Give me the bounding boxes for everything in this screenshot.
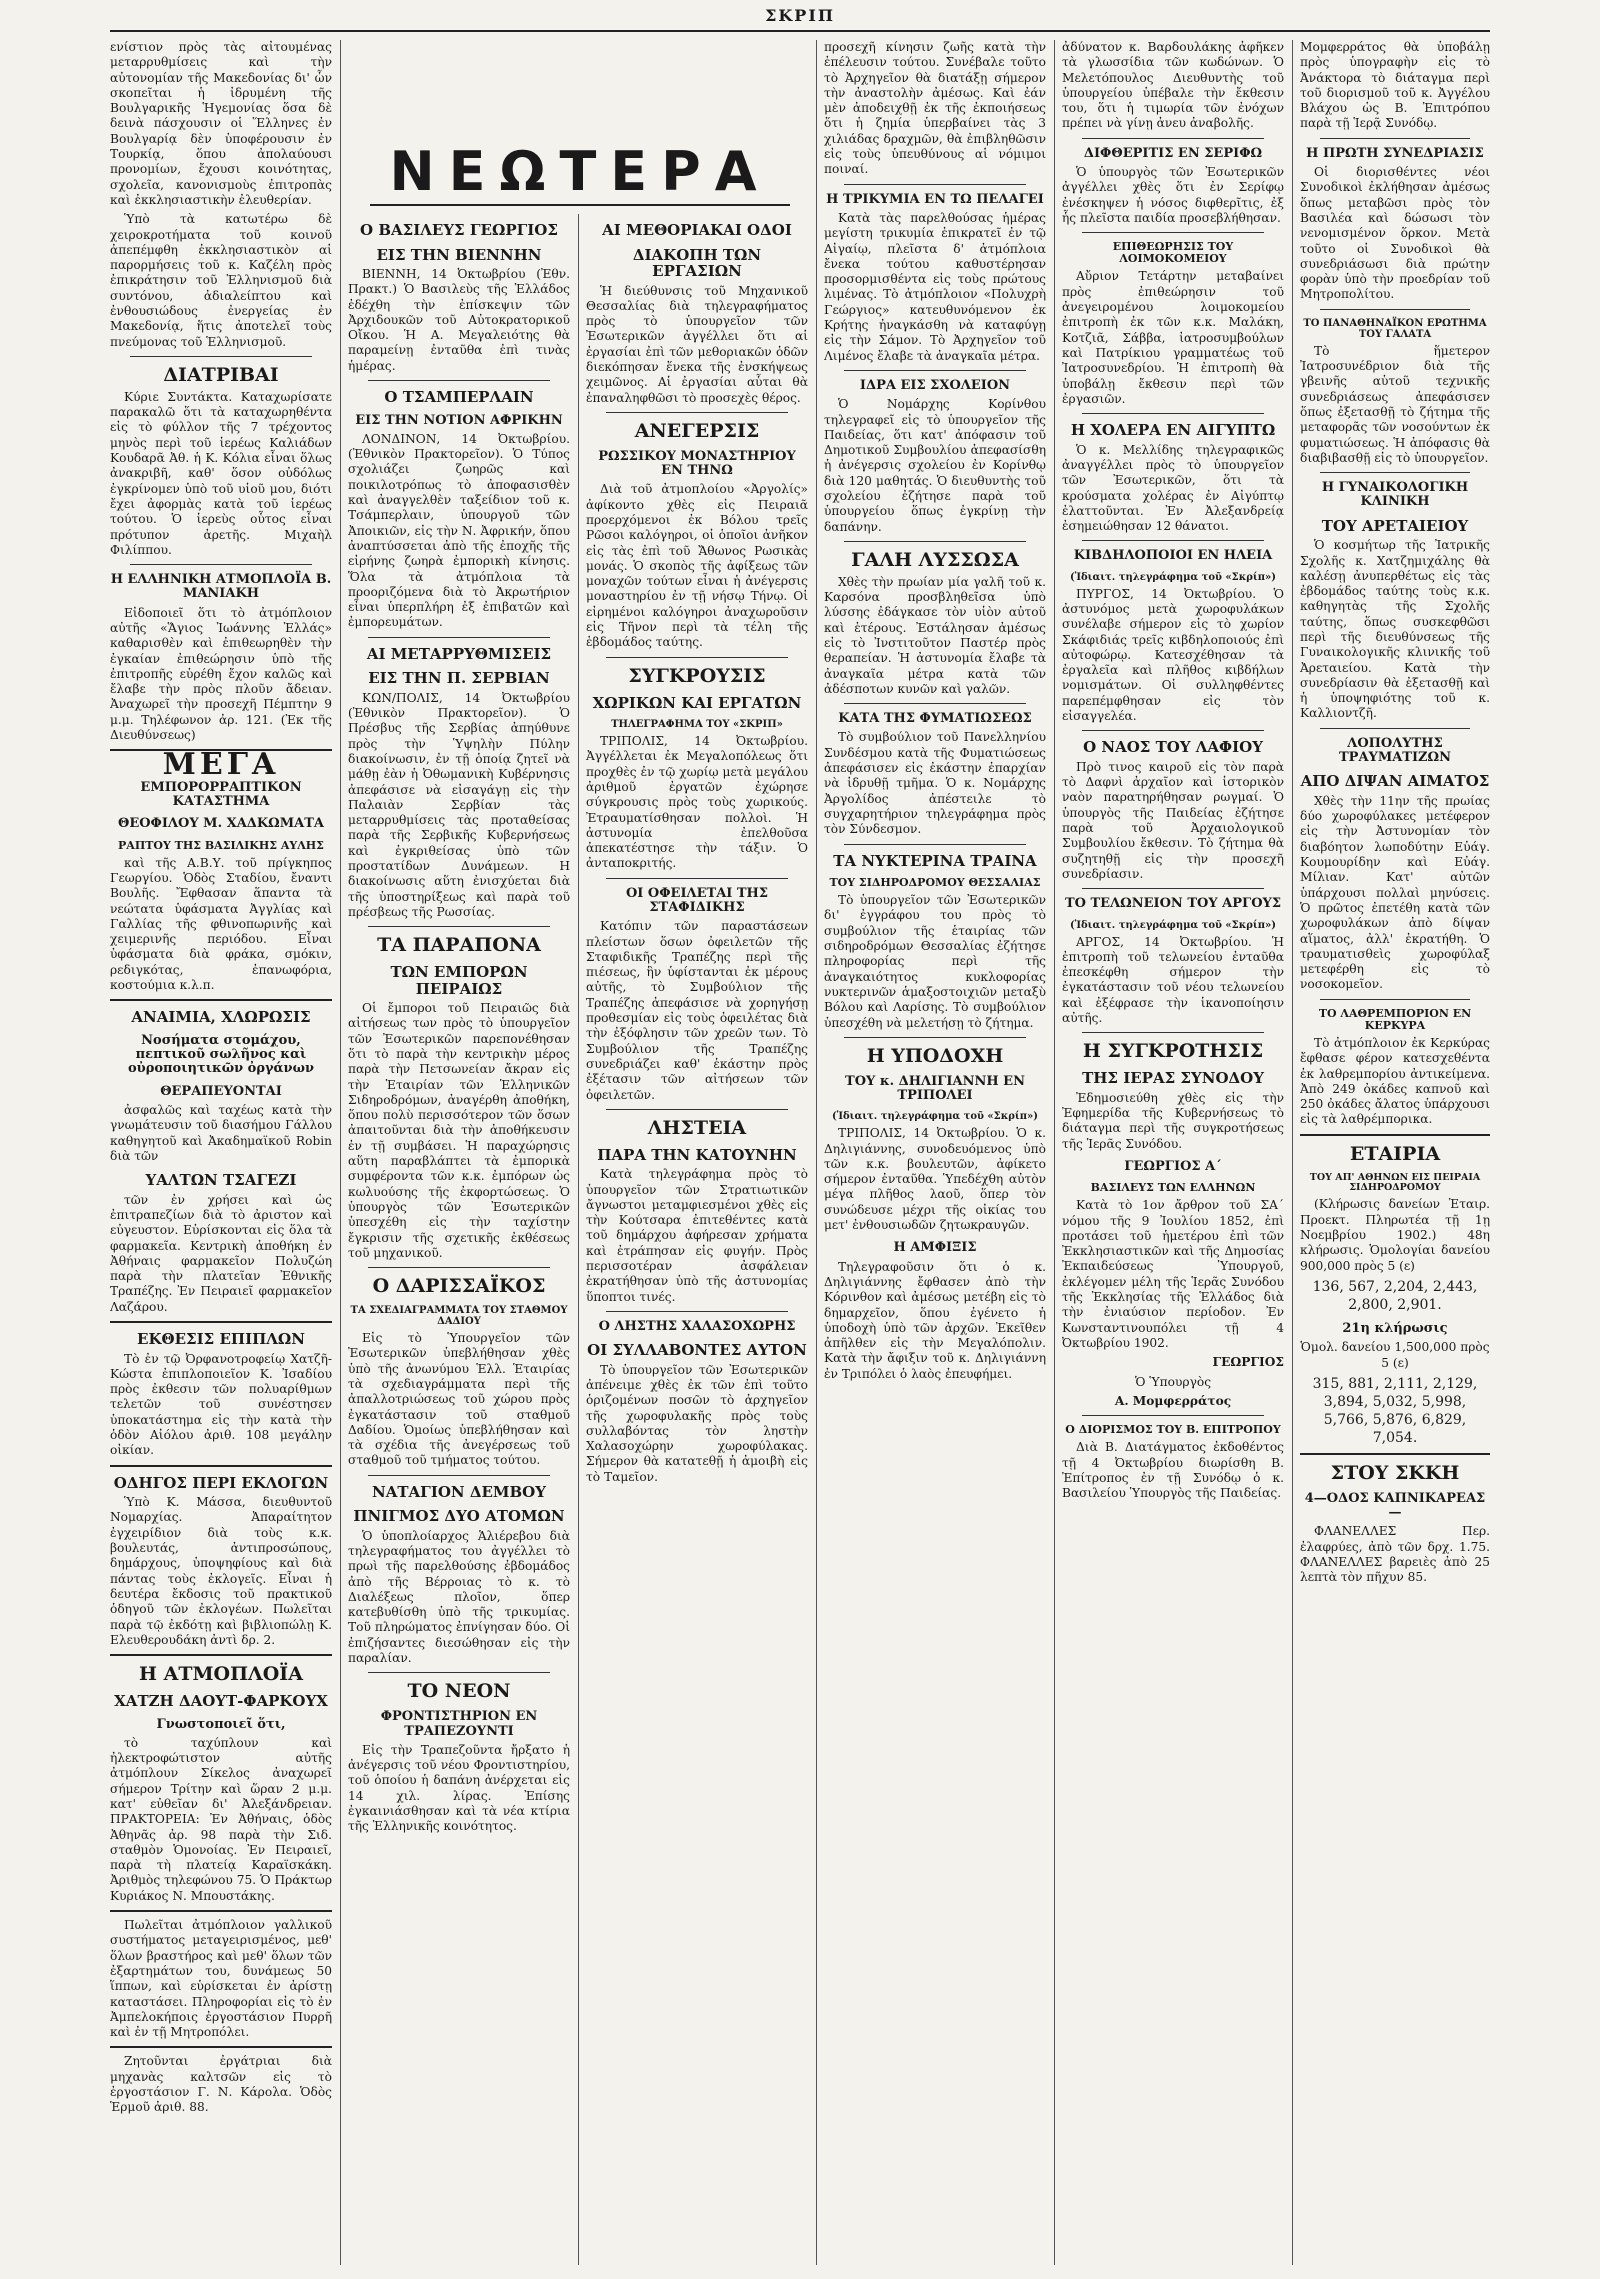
heading-listis-sub: ΟΙ ΣΥΛΛΑΒΟΝΤΕΣ ΑΥΤΟΝ — [587, 1341, 807, 1360]
heading-epitheorisis: ΕΠΙΘΕΩΡΗΣΙΣ ΤΟΥ ΛΟΙΜΟΚΟΜΕΙΟΥ — [1112, 240, 1234, 266]
divider — [606, 412, 788, 413]
article-text: Τὸ ἀτμόπλοιον ἐκ Κερκύρας ἔφθασε φέρον κατεσχεθέντα ἐκ λαθρεμπορίου ἀντικείμενα. Ἀπὸ 249 ὀκάδες καπνοῦ καὶ 250 ὀκάδες ἄλατος ὑπάρχουσι εἰς τὰ λαθρέμπορικα. — [1300, 1035, 1490, 1127]
article-text: προσεχῆ κίνησιν ζωῆς κατὰ τὴν ἐπέλευσιν τούτου. Συνέβαλε τοῦτο τὸ Ἀρχηγεῖον θὰ διατάξῃ σήμερον τὴν ἀναστολὴν ἀμέσως. Καὶ ἐάν μὲν ἀποδειχθῇ ἐκ τῆς ἐκποιήσεως ὅτι ἡ ζημία ὑπερβαίνει τὰς 3 χιλιάδας δραχμῶν, θὰ ἐπιβληθῶσιν εἰς τοὺς ὑπευθύνους αἱ νόμιμοι ποιναί. — [824, 40, 1046, 177]
article-text: Εἰς τὴν Τραπεζοῦντα ἤρξατο ἡ ἀνέγερσις τοῦ νέου Φροντιστηρίου, τοῦ ὁποίου ἡ δαπάνη ἀνέρχεται εἰς 14 χιλ. λίρας. Ἐπίσης ἐγκαινιάσθησαν καὶ τὰ νέα κτίρια τῆς Ἑλληνικῆς κοινότητος. — [348, 1742, 570, 1834]
divider — [1300, 1134, 1490, 1136]
signature: Α. Μομφερράτος — [1114, 1393, 1232, 1408]
running-head: ΣΚΡΙΠ — [765, 6, 835, 25]
article-text: ΛΟΝΔΙΝΟΝ, 14 Ὀκτωβρίου. (Ἐθνικὸν Πρακτορεῖον). Ὁ Τύπος σχολιάζει ζωηρῶς καὶ ποικιλοτρόπως τὸ ἀποφασισθὲν καὶ ἀναγγελθὲν ταξείδιον τοῦ κ. Τσάμπερλαιν, ὑπουργοῦ τῶν Ἀποικιῶν, εἰς τὴν Ν. Ἀφρικήν, ὅπου ἀναπτύσσεται ἀπὸ τῆς ἐποχῆς τῆς εἰρήνης ζωηρὰ ἐμπορικὴ κίνησις. Ὅλα τὰ ἀτμόπλοια τὰ προοριζόμενα διὰ τὸ Ἀκρωτήριον εἶναι ὑπερπλήρη ἐξ ἐπιβατῶν καὶ ἐμπορευμάτων. — [348, 431, 570, 630]
masthead: ΝΕΩΤΕΡΑ — [389, 140, 771, 203]
divider — [130, 564, 312, 565]
heading-tsamperlain: Ο ΤΣΑΜΠΕΡΛΑΙΝ — [384, 388, 534, 407]
heading-neon: ΤΟ ΝΕΟΝ — [407, 1680, 511, 1703]
heading-diatribai: ΔΙΑΤΡΙΒΑΙ — [163, 363, 279, 386]
decree-king: ΓΕΩΡΓΙΟΣ Α΄ — [1124, 1158, 1222, 1174]
column-rule — [340, 40, 341, 2265]
heading-methoriakai-sub: ΔΙΑΚΟΠΗ ΤΩΝ ΕΡΓΑΣΙΩΝ — [632, 245, 762, 280]
column-rule — [1292, 40, 1293, 2265]
heading-gynaikologiki-sub: ΤΟΥ ΑΡΕΤΑΙΕΙΟΥ — [1321, 516, 1469, 535]
article-text: (Κλήρωσις δανείων Ἐταιρ. Προεκτ. Πληρωτέα τῇ 1ῃ Νοεμβρίου 1902.) 48η κλήρωσις. Ὁμολογίαι δανείου 900,000 πρὸς 5 (ε) — [1300, 1197, 1490, 1273]
heading-vasileus: Ο ΒΑΣΙΛΕΥΣ ΓΕΩΡΓΙΟΣ — [360, 221, 558, 239]
heading-ypodochi: Η ΥΠΟΔΟΧΗ — [866, 1044, 1004, 1067]
divider — [1082, 730, 1264, 731]
heading-parapona: ΤΑ ΠΑΡΑΠΟΝΑ — [377, 934, 541, 957]
article-text: Διὰ Β. Διατάγματος ἐκδοθέντος τῇ 4 Ὀκτωβρίου διωρίσθη Β. Ἐπίτροπος ἐν τῇ Συνόδῳ ὁ κ. Βασιλείου Ὑπουργὸς τῆς Παιδείας. — [1062, 1440, 1284, 1501]
divider — [844, 184, 1026, 185]
divider — [1320, 138, 1470, 139]
heading-naos: Ο ΝΑΟΣ ΤΟΥ ΛΑΦΙΟΥ — [1083, 738, 1263, 757]
article-text: Εἰς τὸ Ὑπουργεῖον τῶν Ἐσωτερικῶν ὑπεβλήθησαν χθὲς ὑπὸ τῆς ἀνωνύμου Ἑλλ. Ἑταιρίας τὰ σχεδιαγράμματα περὶ τῆς ἀπαλλοτριώσεως τοῦ χώρου πρὸς ἐγκατάστασιν τοῦ σταθμοῦ Δαδίου. Ὁμοίως ὑπεβλήθησαν καὶ τὰ σχέδια τῆς ἀνεγέρσεως τοῦ σταθμοῦ τοῦ τμήματος τούτου. — [348, 1331, 570, 1468]
ad-text: τῶν ἐν χρήσει καὶ ὡς ἐπιτραπεζίων διὰ τὸ ἀριστον καὶ εὐγευστον. Εὑρίσκονται εἰς ὅλα τὰ φαρμακεῖα. Κεντρικὴ ἀποθήκη ἐν Ἀθήναις φαρμακεῖον Πολυζώη παρὰ τὴν πλατεῖαν Ἐθνικῆς Τραπέζης. Ἐν Πειραιεῖ φαρμακεῖον Λαζάρου. — [110, 1192, 332, 1314]
masthead-rule — [370, 204, 790, 206]
heading-gynaikologiki: Η ΓΥΝΑΙΚΟΛΟΓΙΚΗ ΚΛΙΝΙΚΗ — [1321, 480, 1469, 510]
divider — [1082, 232, 1264, 233]
article-text: ΑΡΓΟΣ, 14 Ὀκτωβρίου. Ἡ ἐπιτροπὴ τοῦ τελωνείου ἐνταῦθα ἐπεσκέφθη σήμερον τὴν ἐγκατάστασιν τοῦ νέου τελωνείου καὶ ἐξέφρασε τὴν ἱκανοποίησιν αὐτῆς. — [1062, 934, 1284, 1026]
divider — [606, 1311, 788, 1312]
heading-ypodochi-tel: (Ἰδιαιτ. τηλεγράφημα τοῦ «Σκρίπ») — [831, 1111, 1039, 1123]
article-text: ενίστιον πρὸς τὰς αἰτουμένας μεταρρυθμίσεις καὶ τὴν αὐτονομίαν τῆς Μακεδονίας δι' ὧν σκοπεῖται ἡ ἰδρυμένη τῆς Βουλγαρικῆς Ἡγεμονίας ὅσα δὲ δεινὰ πάσχουσιν οἱ Ἕλληνες ἐν Βουλγαρίᾳ δὲν ὑποφέρουσιν ἐν Τουρκίᾳ, ὅπου ἀπολαύουσι προνομίων, ἔχουσι κοινότητας, σχολεῖα, κανονισμοὺς ἐπιτροπὰς καὶ ἐκκλησιαστικὴν ἐλευθερίαν. — [110, 40, 332, 207]
article-text: ΤΡΙΠΟΛΙΣ, 14 Ὀκτωβρίου. Ἀγγέλλεται ἐκ Μεγαλοπόλεως ὅτι προχθὲς ἐν τῷ χωρίῳ μετὰ μεγάλου ἀριθμοῦ ἐργατῶν ἐχώρησε σύγκρουσις πρὸς τοὺς χωρικούς. Ἐτραυματίσθησαν πολλοὶ. Ἡ ἀστυνομία ἐπελθοῦσα ἀπεκατέστησε τὴν τάξιν. Ὁ ἀνταποκριτής. — [586, 734, 808, 871]
heading-ofeiletai: ΟΙ ΟΦΕΙΛΕΤΑΙ ΤΗΣ ΣΤΑΦΙΔΙΚΗΣ — [625, 885, 769, 915]
divider — [844, 703, 1026, 704]
heading-anegersis-sub: ΡΩΣΣΙΚΟΥ ΜΟΝΑΣΤΗΡΙΟΥ ΕΝ ΤΗΝΩ — [598, 448, 796, 479]
heading-amfixis: Η ΑΜΦΙΞΙΣ — [893, 1240, 977, 1256]
divider — [368, 1672, 550, 1673]
heading-neon-sub: ΦΡΟΝΤΙΣΤΗΡΙΟΝ ΕΝ ΤΡΑΠΕΖΟΥΝΤΙ — [380, 1709, 538, 1739]
article-text: Χθὲς τὴν 11ην τῆς πρωίας δύο χωροφύλακες μετέφερον εἰς τὴν Ἀστυνομίαν τὸν διαβόητον λωποδύτην Εὐάγ. Κουμουρίδην καὶ Εὐάγ. Μίλιαν. Κατ' αὐτῶν ὑπάρχουσι πολλαὶ μηνύσεις. Ὁ πρῶτος ἐπετέθη κατὰ τῶν χωροφυλάκων ἀπὸ δίψαν αἵματος, ἀλλ' ἐκρατήθη. Ὁ τραυματισθεὶς χωροφύλαξ μετεφέρθη εἰς τὸ νοσοκομεῖον. — [1300, 793, 1490, 992]
column-6 — [1300, 40, 1490, 2265]
article-text: Ὁ Νομάρχης Κορίνθου τηλεγραφεῖ εἰς τὸ ὑπουργεῖον τῆς Παιδείας, ὅτι κατ' ἀπόφασιν τοῦ Δημοτικοῦ Συμβουλίου ἀπεφασίσθη ἡ ἀνέγερσις σχολείου ἐν Κορίνθῳ διὰ 120 μαθητάς. Ὁ διευθυντὴς τοῦ σχολείου ἐζήτησε παρὰ τοῦ ὑπουργείου ὅπως ἐγκρίνῃ τὴν δαπάνην. — [824, 397, 1046, 534]
heading-lesteia-sub: ΠΑΡΑ ΤΗΝ ΚΑΤΟΥΝΗΝ — [597, 1145, 797, 1164]
ad-heading-stou-skki: ΣΤΟΥ ΣΚΚΗ — [1330, 1461, 1460, 1484]
column-rule — [1054, 40, 1055, 2265]
heading-metarrythmiseis-sub: ΕΙΣ ΤΗΝ Π. ΣΕΡΒΙΑΝ — [368, 669, 550, 688]
ad-text: Πωλεῖται ἀτμόπλοιον γαλλικοῦ συστήματος μεταγειρισμένος, μεθ' ὅλων βραστήρος καὶ μεθ' ὅλων τῶν ἐξαρτημάτων του, δυνάμεως 50 ἵππων, καὶ εὑρίσκεται ἐν ἀρίστῃ καταστάσει. Πληροφορίαι εἰς τὸ ἐν Ἀμπελοκήποις ἐργοστάσιον Πυρρῆ καὶ ἐν τῇ Μητροπόλει. — [110, 1918, 332, 2040]
divider — [110, 999, 332, 1001]
heading-natagion: ΝΑΤΑΓΙΟΝ ΔΕΜΒΟΥ — [372, 1482, 546, 1501]
ad-subheading: ΡΑΠΤΟΥ ΤΗΣ ΒΑΣΙΛΙΚΗΣ ΑΥΛΗΣ — [118, 838, 324, 852]
heading-etairia: ΕΤΑΙΡΙΑ — [1349, 1142, 1441, 1165]
article-text: Τὸ ὑπουργεῖον τῶν Ἐσωτερικῶν ἀπένειμε χθὲς ἐκ τῶν ἐπὶ τοῦτο ὁριζομένων ποσῶν τὸ ἀρχηγεῖον τῆς χωροφυλακῆς πρὸς τοὺς συλλαβόντας τὸν ληστὴν Χαλασοχώρην χωροφύλακας. Σήμερον θὰ κατατεθῇ ἡ ἀμοιβὴ εἰς τὸ Ταμεῖον. — [586, 1362, 808, 1484]
heading-lopolytis-sub: ΑΠΟ ΔΙΨΑΝ ΑΙΜΑΤΟΣ — [1300, 772, 1490, 791]
divider — [368, 1475, 550, 1476]
heading-telonion-tel: (Ἰδιαιτ. τηλεγράφημα τοῦ «Σκρίπ») — [1069, 919, 1277, 931]
heading-lopolytis: ΛΟΠΟΛΥΤΗΣ ΤΡΑΥΜΑΤΙΖΩΝ — [1339, 735, 1451, 766]
article-text: ΤΡΙΠΟΛΙΣ, 14 Ὀκτωβρίου. Ὁ κ. Δηλιγιάννης, συνοδευόμενος ὑπὸ τῶν κ.κ. βουλευτῶν, ἀφίκετο σήμερον ἐνταῦθα. Ὑπεδέχθη αὐτὸν μέγα πλῆθος λαοῦ, ὅπερ τὸν συνώδευσε μέχρι τῆς οἰκίας του μετ' ἐνθουσιωδῶν ζητωκραυγῶν. — [824, 1126, 1046, 1233]
article-text: Κατὰ τὸ 1ον ἄρθρον τοῦ ΣΑ΄ νόμου τῆς 9 Ἰουλίου 1852, ἐπὶ προτάσει τοῦ ἡμετέρου ἐπὶ τῶν Ἐκκλησιαστικῶν καὶ τῆς Δημοσίας Ἐκπαιδεύσεως Ὑπουργοῦ, ἐκλέγομεν μέλη τῆς Ἱερᾶς Συνόδου τῆς Ἐκκλησίας τῆς Ἑλλάδος διὰ τὴν ἐνιαύσιον περίοδον. Ἐν Κωνσταντινουπόλει τῇ 4 Ὀκτωβρίου 1902. — [1062, 1198, 1284, 1350]
heading-gali: ΓΑΛΗ ΛΥΣΣΩΣΑ — [851, 548, 1019, 571]
heading-diftheritis: ΔΙΦΘΕΡΙΤΙΣ ΕΝ ΣΕΡΙΦΩ — [1083, 145, 1263, 161]
column-1 — [110, 40, 332, 2265]
ad-heading-ekthesis: ΕΚΘΕΣΙΣ ΕΠΙΠΛΩΝ — [137, 1330, 305, 1349]
article-text: ἀδύνατον κ. Βαρδουλάκης ἀφῆκεν τὰ γλωσσίδια τῶν κωδώνων. Ὁ Μελετόπουλος Διευθυντὴς τοῦ ὑπουργείου ὑπέβαλε τὴν ἔκθεσιν του, ὅτι ἡ τιμωρία τῶν ἐνόχων πρέπει νὰ γίνῃ ἀνευ ἀναβολῆς. — [1062, 40, 1284, 131]
heading-cholera: Η ΧΟΛΕΡΑ ΕΝ ΑΙΓΥΠΤΩ — [1070, 421, 1276, 440]
divider — [110, 1465, 332, 1467]
article-text: Αὔριον Τετάρτην μεταβαίνει πρὸς ἐπιθεώρησιν τοῦ ἀνεγειρομένου λοιμοκομείου ἐπιτροπὴ ἐκ τῶν κ.κ. Μαλάκη, Κοτζιᾶ, Σάββα, ἰατροσυμβούλων καὶ Πατρίκιου γραμματέως τοῦ Ἰατροσυνεδρίου. Ἡ ἐπιτροπὴ θὰ ὑποβάλῃ ἔκθεσιν περὶ τῶν ἐργασιῶν. — [1062, 269, 1284, 406]
heading-diorismos: Ο ΔΙΟΡΙΣΜΟΣ ΤΟΥ Β. ΕΠΙΤΡΟΠΟΥ — [1065, 1423, 1281, 1437]
heading-sygkrousis: ΣΥΓΚΡΟΥΣΙΣ — [628, 664, 766, 687]
divider — [1320, 999, 1470, 1000]
heading-atmoploia-maniaki: Η ΕΛΛΗΝΙΚΗ ΑΤΜΟΠΛΟΪΑ Β. ΜΑΝΙΑΚΗ — [110, 572, 332, 602]
article-text: Οἱ ἔμποροι τοῦ Πειραιῶς διὰ αἰτήσεως των πρὸς τὸ ὑπουργεῖον τῶν Ἐσωτερικῶν παρεπονέθησαν ὅτι τὸ παρὰ τὴν κεντρικὴν μέρος παρὰ τὴν Πετσωνείαν ἄκραν εἰς τὴν Ἑταιρίαν τῶν Ἑλληνικῶν Σιδηροδρόμων, ἀναγέρθη ἀποθήκη, ὅπου πολὺ περισσότερον τῶν ὅσων ἀπαιτοῦνται διὰ τὴν ἀποθήκευσιν ἐν τῇ συμβάσει. Ἡ παραχώρησις αὕτη παραβλάπτει τὰ ἐμπορικὰ συμφέροντα τῶν κ.κ. ἐμπόρων ὡς κωλυούσης τῆς ἐκφορτώσεως. Ὁ ὑπουργὸς τῶν Ἐσωτερικῶν ὑπεσχέθη εἰς τὴν ταχίστην ἔγκρισιν τῆς σχετικῆς ἐκθέσεως τοῦ μηχανικοῦ. — [348, 1001, 570, 1260]
divider — [844, 1037, 1026, 1038]
divider — [606, 878, 788, 879]
heading-trikymia: Η ΤΡΙΚΥΜΙΑ ΕΝ ΤΩ ΠΕΛΑΓΕΙ — [826, 191, 1044, 207]
article-text: Πρὸ τινος καιροῦ εἰς τὸν παρὰ τὸ Δαφνὶ ἀρχαῖον καὶ ἱστορικὸν ναὸν παρατηρήθησαν ρωγμαί. Ὁ ὑπουργὸς τῆς Παιδείας ἐζήτησε παρὰ τοῦ Ἀρχαιολογικοῦ Συμβουλίου ἔκθεσιν. Τὸ ζήτημα θὰ συζητηθῇ εἰς τὴν προσεχῆ συνεδρίασιν. — [1062, 759, 1284, 881]
divider — [1082, 1032, 1264, 1033]
ad-text: ἀσφαλῶς καὶ ταχέως κατὰ τὴν γνωμάτευσιν τοῦ διασήμου Γάλλου καθηγητοῦ καὶ Ἀκαδημαϊκοῦ Robin διὰ τῶν — [110, 1103, 332, 1163]
ad-text: τὸ ταχύπλουν καὶ ἠλεκτροφώτιστον αὐτῆς ἀτμόπλουν Σίκελος ἀναχωρεῖ σήμερον Τρίτην καὶ ὥραν 2 μ.μ. κατ' εὐθεῖαν δι' Ἀλεξάνδρειαν. ΠΡΑΚΤΟΡΕΙΑ: Ἐν Ἀθήναις, ὁδὸς Ἀθηνᾶς ἀρ. 98 παρὰ τὴν Σιδ. σταθμὸν Ὁμονοίας. Ἐν Πειραιεῖ, παρὰ τὴ πλατείᾳ Καραϊσκάκη. Ἀριθμὸς τηλεφώνου 75. Ὁ Πράκτωρ Κυριάκος Ν. Μπουστάκης. — [110, 1735, 332, 1903]
article-text: Ὑπὸ τὰ κατωτέρω δὲ χειροκροτήματα τοῦ κοινοῦ ἀπεπέμφθη ἐκκλησιαστικὸν αἱ παρορμήσεις τοῦ κ. Καζέλη πρὸς ἐπικράτησιν τοῦ Ἑλληνισμοῦ διὰ συντόνου, ἀδιαλείπτου καὶ ἐνθουσιώδους ἐνεργείας ἐν Μακεδονίᾳ, ἥτις ἀποτελεῖ τοὺς πνεύμονας τοῦ Ἑλληνισμοῦ. — [110, 212, 332, 349]
heading-kivdilopoioi-tel: (Ἰδιαιτ. τηλεγράφημα τοῦ «Σκρίπ») — [1069, 571, 1277, 583]
ad-text: Τὸ ἐν τῷ Ὀρφανοτροφείῳ Χατζῆ-Κώστα ἐπιπλοποιεῖον Κ. Ἰσαδίου πρὸς ἐκθεσιν τῶν πολυαρίθμων τελετῶν τοῦ συνέστησεν ὑποκατάστημα εἰς τὴν κατὰ τὴν ὁδὸν Αἰόλου ἀριθ. 108 μεγάλην οἰκίαν. — [110, 1351, 332, 1458]
article-text: Τὸ ἥμετερον Ἰατροσυνέδριον διὰ τῆς γβεινῆς αὑτοῦ τεχνικῆς συνεδριάσεως ἀπεφάσισεν ὅπως ἐξετασθῇ τὸ ζήτημα τῆς μεταφορᾶς τῶν νοσούντων ἐκ φυματιώσεως. Ἡ ἀπόφασις θὰ διαβιβασθῇ εἰς τὸ ὑπουργεῖον. — [1300, 343, 1490, 465]
decree-king-title: ΒΑΣΙΛΕΥΣ ΤΩΝ ΕΛΛΗΝΩΝ — [1090, 1181, 1256, 1195]
article-text: Οἱ διορισθέντες νέοι Συνοδικοὶ ἐκλήθησαν ἀμέσως ὅπως μεταβῶσι πρὸς τὸν Βασιλέα καὶ δώσωσι τὸν νενομισμένον ὅρκον. Μετὰ τοῦτο οἱ Συνοδικοὶ θὰ συνεδριάσωσι διὰ πρώτην φορὰν ὑπὸ τὴν προεδρίαν τοῦ Μητροπολίτου. — [1300, 165, 1490, 302]
heading-lesteia: ΛΗΣΤΕΙΑ — [647, 1116, 747, 1139]
article-text: Κατὰ τὰς παρελθούσας ἡμέρας μεγίστη τρικυμία ἐπικρατεῖ ἐν τῷ Αἰγαίῳ, πλεῖστα δ' ἀτμόπλοια ἔνεκα τούτου καθυστέρησαν προσορμισθέντα εἰς τοὺς πρώτους λιμένας. Τὸ ἀτμόπλοιον «Πολυχρὴ Γεώργιος» κατευθυνόμενον ἐκ Κρήτης ἠναγκάσθη νὰ καταφύγῃ εἰς τὴν Σάμον. Τὸ Ἀρχηγεῖον τοῦ Λιμένος ἔλαβε τὰ ἀναγκαῖα μέτρα. — [824, 210, 1046, 363]
heading-telonion: ΤΟ ΤΕΛΩΝΕΙΟΝ ΤΟΥ ΑΡΓΟΥΣ — [1064, 896, 1282, 912]
heading-panathinaikon: ΤΟ ΠΑΝΑΘΗΝΑΪΚΟΝ ΕΡΩΤΗΜΑ ΤΟΥ ΓΑΛΑΤΑ — [1303, 317, 1487, 340]
article-text: Ὁ κ. Μελλίδης τηλεγραφικῶς ἀναγγέλλει πρὸς τὸ ὑπουργεῖον τῶν Ἐσωτερικῶν, ὅτι τὰ κρούσματα χολέρας ἐν Αἰγύπτῳ ἐλαττοῦνται. Ἐν Ἀλεξανδρείᾳ ἐσημειώθησαν 12 θάνατοι. — [1062, 442, 1284, 534]
article-text: Κατὰ τηλεγράφημα πρὸς τὸ ὑπουργεῖον τῶν Στρατιωτικῶν ἄγνωστοι μεταμφιεσμένοι χθὲς εἰς τὴν Κούτσαρα ἐπιτεθέντες κατὰ τοῦ δημάρχου ἀφήρεσαν χρήματα καὶ ἐτράπησαν εἰς φυγήν. Πρὸς περισσοτέραν ἀσφάλειαν ἐκρατήθησαν ὑπὸ τῆς ἀστυνομίας ὕποπτοι τινές. — [586, 1167, 808, 1304]
heading-klirosis: 21η κλήρωσις — [1342, 1320, 1448, 1336]
heading-parapona-sub: ΤΩΝ ΕΜΠΟΡΩΝ ΠΕΙΡΑΙΩΣ — [390, 963, 528, 998]
ad-text: Ὑπὸ Κ. Μάσσα, διευθυντοῦ Νομαρχίας. Ἀπαραίτητον ἐγχειρίδιον διὰ τοὺς κ.κ. βουλευτάς, ἀντιπροσώπους, δημάρχους, ὑποψηφίους καὶ διὰ πάντας τοὺς ἐκλογεῖς. Εἶναι ἡ δευτέρα ἔκδοσις τοῦ πρακτικοῦ ὁδηγοῦ τῶν ἐκλογέων. Πωλεῖται παρὰ τῷ ἐκδότῃ καὶ βιβλιοπώλῃ Κ. Ελευθερουδάκη ἀντὶ δρ. 2. — [110, 1495, 332, 1647]
article-text: Ἡ διεύθυνσις τοῦ Μηχανικοῦ Θεσσαλίας διὰ τηλεγραφήματος πρὸς τὸ ὑπουργεῖον τῶν Ἐσωτερικῶν ἀγγέλλει ὅτι αἱ ἐργασίαι ἐπὶ τῶν μεθοριακῶν ὁδῶν διεκόπησαν ἕνεκα τῆς ἐνσκήψεως χειμῶνος. Αἱ ἐργασίαι αὗται θὰ ἐπαναληφθῶσι τὸ προσεχὲς θέρος. — [586, 283, 808, 405]
ad-heading-atmoploia: Η ΑΤΜΟΠΛΟΪΑ — [139, 1663, 303, 1686]
article-text: Χθὲς τὴν πρωίαν μία γαλῆ τοῦ κ. Καρσόνα προσβληθεῖσα ὑπὸ λύσσης ἐδάγκασε τὸν υἱὸν αὐτοῦ καὶ ἑτέρους. Ἐστάλησαν ἀμέσως εἰς τὸ Ἰνστιτοῦτον Παστέρ πρὸς θεραπείαν. Ἡ ἀστυνομία ἔλαβε τὰ ἀναγκαῖα μέτρα κατὰ τῶν ἀδέσποτων κυνῶν καὶ γαλῶν. — [824, 574, 1046, 696]
column-3 — [586, 214, 808, 2265]
heading-sygkrousis-tel: ΤΗΛΕΓΡΑΦΗΜΑ ΤΟΥ «ΣΚΡΙΠ» — [611, 719, 783, 731]
column-5 — [1062, 40, 1284, 2265]
column-2 — [348, 214, 570, 2265]
column-rule — [816, 40, 817, 2265]
divider — [1082, 138, 1264, 139]
divider — [130, 356, 312, 357]
heading-ypodochi-sub: ΤΟΥ κ. ΔΗΛΙΓΙΑΝΝΗ ΕΝ ΤΡΙΠΟΛΕΙ — [845, 1073, 1025, 1103]
ad-heading-odigos: ΟΔΗΓΟΣ ΠΕΡΙ ΕΚΛΟΓΩΝ — [113, 1473, 329, 1492]
heading-kivdilopoioi: ΚΙΒΔΗΛΟΠΟΙΟΙ ΕΝ ΗΛΕΙΑ — [1073, 548, 1273, 564]
heading-sygkrotisis: Η ΣΥΓΚΡΟΤΗΣΙΣ — [1082, 1040, 1264, 1063]
divider — [110, 1654, 332, 1656]
divider — [1300, 1453, 1490, 1455]
divider — [606, 657, 788, 658]
article-text: Εἰδοποιεῖ ὅτι τὸ ἀτμόπλοιον αὐτῆς «Ἅγιος Ἰωάννης Ἐλλάς» καθαρισθὲν καὶ ἐπιθεωρηθὲν τὴν ἐγκαίαν ἐπιθεώρησιν ὑπὸ τῆς ἐπιτροπῆς εὑρέθη ἔχον καλῶς καὶ ἔλαβε τὴν πρὸς πλοῦν ἄδειαν. Ἀναχωρεῖ τὴν προσεχῆ Πέμπτην 9 μ.μ. Τηλέφωνον ἀρ. 121. (Ἐκ τῆς Διευθύνσεως) — [110, 605, 332, 743]
heading-natagion-sub: ΠΝΙΓΜΟΣ ΔΥΟ ΑΤΟΜΩΝ — [353, 1507, 565, 1526]
heading-anegersis: ΑΝΕΓΕΡΣΙΣ — [634, 419, 760, 442]
divider — [1320, 472, 1470, 473]
heading-larissaikos: Ο ΔΑΡΙΣΣΑΪΚΟΣ — [372, 1275, 546, 1298]
article-text: Κύριε Συντάκτα. Καταχωρίσατε παρακαλῶ ὅτι τὰ καταχωρηθέντα εἰς τὸ φύλλον τῆς 7 τρέχοντος μηνὸς περὶ τοῦ ἱερέως Καλιάδων Κουδαρᾶ Ἀθ. ἡ Κ. Κόλια εἶναι ὅλως ἀνακριβῆ, καθ' ὅσον οὐδόλως ἐγκρίνομεν ὑπὸ τοῦ υἱοῦ μου, διότι ἔχει ἀφορμὰς κατὰ τοῦ ἱερέως τούτου. Ὁ ἱερεὺς οὗτος εἶναι πρότυπον ἀρετῆς. Μιχαὴλ Φιλίππου. — [110, 389, 332, 557]
article-text: Ὁ ὑπουργὸς τῶν Ἐσωτερικῶν ἀγγέλλει χθὲς ὅτι ἐν Σερίφῳ ἐνέσκηψεν ἡ νόσος διφθερῖτις, ἐξ ἧς πλεῖστα παιδία προσεβλήθησαν. — [1062, 165, 1284, 225]
top-rule — [110, 30, 1490, 32]
article-text: ΚΩΝ/ΠΟΛΙΣ, 14 Ὀκτωβρίου (Ἐθνικὸν Πρακτορεῖον). Ὁ Πρέσβυς τῆς Σερβίας ἀπηύθυνε πρὸς τὴν Ὑψηλὴν Πύλην διακοίνωσιν, ἐν τῇ ὁποίᾳ ζητεῖ νὰ μάθῃ ἐὰν ἡ Ὀθωμανικὴ Κυβέρνησις ἀπεφάσισε νὰ εἰσαγάγῃ εἰς τὴν Παλαιὰν Σερβίαν τὰς μεταρρυθμίσεις τὰς προταθείσας παρὰ τῆς Σερβικῆς Κυβερνήσεως καὶ ἐγκριθείσας ὑπὸ τῶν προστατίδων Δυνάμεων. Η διακοίνωσις αὕτη ἐνισχύεται διὰ τῆς ὑποστηρίξεως καὶ παρὰ τοῦ πρέσβεως τῆς Ρωσσίας. — [348, 690, 570, 919]
article-text: Ὁμολ. δανείου 1,500,000 πρὸς 5 (ε) — [1300, 1340, 1490, 1370]
ad-subheading: Νοσήματα στομάχου, πεπτικοῦ σωλῆνος καὶ οὐροποιητικῶν ὀργάνων — [128, 1032, 314, 1077]
divider — [368, 926, 550, 927]
heading-fymatiosis: ΚΑΤΑ ΤΗΣ ΦΥΜΑΤΙΩΣΕΩΣ — [838, 711, 1032, 727]
divider — [368, 380, 550, 381]
article-text: Τὸ ὑπουργεῖον τῶν Ἐσωτερικῶν δι' ἐγγράφου του πρὸς τὸ συμβούλιον τῆς ἑταιρίας τῶν σιδηροδρόμων Θεσσαλίας ἐζήτησε πληροφορίας περὶ τῆς ἀναγκαιότητος κυκλοφορίας νυκτερινῶν ἁμαξοστοιχιῶν μεταξὺ Βόλου καὶ Λαρίσης. Τὸ συμβούλιον ὑπεσχέθη νὰ μελετήσῃ τὸ ζήτημα. — [824, 893, 1046, 1030]
ad-heading-anaimia: ΑΝΑΙΜΙΑ, ΧΛΩΡΩΣΙΣ — [131, 1008, 311, 1027]
divider — [606, 1109, 788, 1110]
divider — [1082, 413, 1264, 414]
ad-text: ΦΛΑΝΕΛΛΕΣ Περ. ἐλαφρύες, ἀπὸ τῶν δρχ. 1.75. ΦΛΑΝΕΛΛΕΣ βαρειὲς ἀπὸ 25 λεπτὰ τὸν πῆχυν 85. — [1300, 1524, 1490, 1585]
lottery-numbers: 315, 881, 2,111, 2,129, 3,894, 5,032, 5,998, 5,766, 5,876, 6,829, 7,054. — [1312, 1375, 1478, 1446]
divider — [368, 1267, 550, 1268]
lottery-numbers: 136, 567, 2,204, 2,443, 2,800, 2,901. — [1312, 1278, 1478, 1313]
heading-methoriakai: ΑΙ ΜΕΘΟΡΙΑΚΑΙ ΟΔΟΙ — [602, 221, 792, 239]
article-text: Τὸ συμβούλιον τοῦ Πανελληνίου Συνδέσμου κατὰ τῆς Φυματιώσεως ἀπεφάσισεν εἰς ἐκάστην ἐπαρχίαν νὰ ἱδρυθῇ τμῆμα. Ὁ κ. Νομάρχης Ἀργολίδος ἀπέστειλε τὸ συγχαρητήριον τηλεγράφημα πρὸς τὸν Σύνδεσμον. — [824, 730, 1046, 837]
article-text: Διὰ τοῦ ἀτμοπλοίου «Ἀργολίς» ἀφίκοντο χθὲς εἰς Πειραιᾶ προερχόμενοι ἐκ Βόλου τρεῖς Ρῶσοι καλόγηροι, οἱ ὁποῖοι ἀνῆκον εἰς τὰς ἐπὶ τοῦ Ἄθωνος Ρωσικὰς μονάς. Ὁ σκοπὸς τῆς ἀφίξεως τῶν μοναχῶν τούτων εἶναι ἡ ἀνέγερσις μοναστηρίου ἐν τῇ νήσῳ Τήνῳ. Οἱ εἰρημένοι καλόγηροι ἀναχωροῦσιν εἰς Τῆνον περὶ τὰ τέλη τῆς ἑβδομάδος ταύτης. — [586, 482, 808, 650]
heading-nykterina: ΤΑ ΝΥΚΤΕΡΙΝΑ ΤΡΑΙΝΑ — [833, 851, 1037, 870]
heading-proti-synedriasis: Η ΠΡΩΤΗ ΣΥΝΕΔΡΙΑΣΙΣ — [1306, 145, 1484, 161]
signature: Ὁ Ὑπουργὸς — [1134, 1374, 1212, 1389]
heading-idra: ΙΔΡΑ ΕΙΣ ΣΧΟΛΕΙΟΝ — [859, 377, 1011, 393]
heading-sygkrotisis-sub: ΤΗΣ ΙΕΡΑΣ ΣΥΝΟΔΟΥ — [1082, 1069, 1264, 1088]
divider — [368, 637, 550, 638]
heading-etairia-sub: ΤΟΥ ΑΠ' ΑΘΗΝΩΝ ΕΙΣ ΠΕΙΡΑΙΑ ΣΙΔΗΡΟΔΡΟΜΟΥ — [1309, 1171, 1481, 1194]
article-text: Μομφερράτος θὰ ὑποβάλῃ πρὸς ὑπογραφὴν εἰς τὸ Ἀνάκτορα τὸ διάταγμα περὶ τοῦ διορισμοῦ τοῦ κ. Ἀγγέλου Βλάχου ὡς Β. Ἐπιτρόπου παρὰ τῇ Ἱερᾷ Συνόδῳ. — [1300, 40, 1490, 131]
article-text: Ὁ κοσμήτωρ τῆς Ἰατρικῆς Σχολῆς κ. Χατζημιχάλης θὰ καλέσῃ ἀνυπερθέτως εἰς τὰς ἐβδομάδος ταύτης τοὺς κ.κ. καθηγητὰς τῆς Σχολῆς ταύτης, ὅπως συσκεφθῶσι περὶ τῆς διευθύνσεως τῆς Γυναικολογικῆς κλινικῆς τοῦ Ἀρεταιείου. Κατὰ τὴν συνεδρίασιν θὰ ἐξετασθῇ καὶ ἡ ὑποψηφιότης τοῦ κ. Καλλιοντζῆ. — [1300, 538, 1490, 721]
divider — [844, 370, 1026, 371]
column-rule — [578, 214, 579, 2265]
ad-subheading: ΧΑΤΖΗ ΔΑΟΥΤ-ΦΑΡΚΟΥΧ — [114, 1692, 328, 1710]
heading-metarrythmiseis: ΑΙ ΜΕΤΑΡΡΥΘΜΙΣΕΙΣ — [366, 644, 552, 663]
divider — [110, 1910, 332, 1912]
ad-subheading: ΕΜΠΟΡΟΡΡΑΠΤΙΚΟΝ ΚΑΤΑΣΤΗΜΑ — [140, 779, 302, 809]
divider — [110, 1321, 332, 1323]
divider — [1082, 540, 1264, 541]
article-text: Ἐδημοσιεύθη χθὲς εἰς τὴν Ἐφημερίδα τῆς Κυβερνήσεως τὸ διάταγμα περὶ τῆς συγκροτήσεως τῆς Ἱερᾶς Συνόδου. — [1062, 1090, 1284, 1151]
divider — [1320, 728, 1470, 729]
divider — [1082, 1415, 1264, 1416]
heading-lathremporion: ΤΟ ΛΑΘΡΕΜΠΟΡΙΟΝ ΕΝ ΚΕΡΚΥΡΑ — [1318, 1006, 1472, 1032]
divider — [1082, 888, 1264, 889]
ad-subheading: ΘΕΟΦΙΛΟΥ Μ. ΧΑΔΚΩΜΑΤΑ — [118, 816, 324, 832]
column-4 — [824, 40, 1046, 2265]
signature: ΓΕΩΡΓΙΟΣ — [1212, 1355, 1284, 1370]
article-text: Τηλεγραφοῦσιν ὅτι ὁ κ. Δηλιγιάννης ἔφθασεν ἀπὸ τὴν Κόρινθον καὶ ἀμέσως μετέβη εἰς τὸ δημαρχεῖον, ὅπου ἐγένετο ἡ ὑποδοχὴ ὑπὸ τῶν ἀρχῶν. Ἐκεῖθεν ἀπῆλθεν εἰς τὴν Μεγαλόπολιν. Κατὰ τὴν ἄφιξιν τοῦ κ. Δηλιγιάννη ἐν Τριπόλει ὁ λαὸς ἐπευφήμει. — [824, 1259, 1046, 1381]
ad-heading-mega: ΜΕΓΑ — [162, 747, 280, 783]
heading-vasileus-sub: ΕΙΣ ΤΗΝ ΒΙΕΝΝΗΝ — [376, 245, 542, 264]
heading-nykterina-sub: ΤΟΥ ΣΙΔΗΡΟΔΡΟΜΟΥ ΘΕΣΣΑΛΙΑΣ — [829, 876, 1041, 890]
ad-text: Ζητοῦνται ἐργάτριαι διὰ μηχανὰς καλτσῶν εἰς τὸ ἐργοστάσιον Γ. Ν. Κάρολα. Ὁδὸς Ἑρμοῦ ἀριθ. 88. — [110, 2054, 332, 2115]
ad-text: καὶ τῆς Α.Β.Υ. τοῦ πρίγκηπος Γεωργίου. Ὁδὸς Σταδίου, ἔναντι Βουλῆς. Ἔφθασαν ἅπαντα τὰ νεώτατα ὑφάσματα Ἀγγλίας καὶ Γαλλίας τῆς φθινοπωρινῆς καὶ χειμερινῆς περιόδου. Εἶναι ὑφάσματα διὰ φράκα, σμόκιν, ρεδιγκότας, ἐπανωφόρια, κοστούμια κ.λ.π. — [110, 855, 332, 993]
heading-tsamperlain-sub: ΕΙΣ ΤΗΝ ΝΟΤΙΟΝ ΑΦΡΙΚΗΝ — [355, 412, 563, 428]
ad-subheading: ΘΕΡΑΠΕΥΟΝΤΑΙ — [160, 1083, 282, 1099]
heading-sygkrousis-sub: ΧΩΡΙΚΩΝ ΚΑΙ ΕΡΓΑΤΩΝ — [592, 693, 802, 712]
article-text: Κατόπιν τῶν παραστάσεων πλείστων ὅσων ὀφειλετῶν τῆς Σταφιδικῆς Τραπέζης περὶ τῆς πιέσεως, ἣν ὑφίστανται ἐκ μέρους αὐτῆς, τὸ Συμβούλιον τῆς Τραπέζης ἀπεφάσισε νὰ χορηγήσῃ προθεσμίαν εἰς τοὺς ὀφειλέτας διὰ τὴν ἐξόφλησιν τῶν χρεῶν των. Τὸ Συμβούλιον τῆς Τραπέζης συνεδριάζει καθ' ἑκάστην πρὸς ἐξέτασιν τῶν αἰτήσεων τῶν ὀφειλετῶν. — [586, 919, 808, 1102]
heading-larissaikos-sub: ΤΑ ΣΧΕΔΙΑΓΡΑΜΜΑΤΑ ΤΟΥ ΣΤΑΘΜΟΥ ΔΑΔΙΟΥ — [350, 1305, 568, 1328]
ad-subheading: 4—ΟΔΟΣ ΚΑΠΝΙΚΑΡΕΑΣ— — [1304, 1490, 1486, 1521]
divider — [110, 2046, 332, 2048]
divider — [1320, 309, 1470, 310]
divider — [844, 844, 1026, 845]
article-text: ΠΥΡΓΟΣ, 14 Ὀκτωβρίου. Ὁ ἀστυνόμος μετὰ χωροφυλάκων συνέλαβε σήμερον εἰς τὸ χωρίον Σκάφιδιάς τρεῖς κιβδηλοποιούς ἐπὶ αὐτοφώρῳ. Κατεσχέθησαν τὰ ἐργαλεῖα καὶ πλῆθος κιβδήλων νομισμάτων. Οἱ συλληφθέντες παρεπέμφθησαν εἰς τὸν εἰσαγγελέα. — [1062, 586, 1284, 724]
heading-listis: Ο ΛΗΣΤΗΣ ΧΑΛΑΣΟΧΩΡΗΣ — [598, 1318, 796, 1334]
ad-subheading: Γνωστοποιεῖ ὅτι, — [156, 1716, 286, 1732]
divider — [844, 541, 1026, 542]
article-text: ΒΙΕΝΝΗ, 14 Ὀκτωβρίου (Ἐθν. Πρακτ.) Ὁ Βασιλεὺς τῆς Ἑλλάδος ἐδέχθη τὴν ἐπίσκεψιν τῶν Ἀρχιδουκῶν τοῦ Αὐτοκρατορικοῦ Οἴκου. Ἡ Α. Μεγαλειότης θὰ παραμείνῃ ἐνταῦθα ἐπὶ τινὰς ἡμέρας. — [348, 267, 570, 373]
ad-heading-yalton: ΥΑΛΤΩΝ ΤΣΑΓΕΖΙ — [145, 1171, 297, 1190]
article-text: Ὁ ὑποπλοίαρχος Ἁλιέρεβου διὰ τηλεγραφήματος του ἀγγέλλει τὸ πρωὶ τῆς παρελθούσης ἐβδομάδος ἀπὸ τῆς Βέρροιας τὸ κ. τὸ Διαλέξεως πλοῖον, ὅπερ κατεβυθίσθη ὑπὸ τῆς τρικυμίας. Τοῦ πληρώματος ἐπνίγησαν δύο. Οἱ ἐπιζήσαντες διεσώθησαν εἰς τὴν παραλίαν. — [348, 1528, 570, 1666]
